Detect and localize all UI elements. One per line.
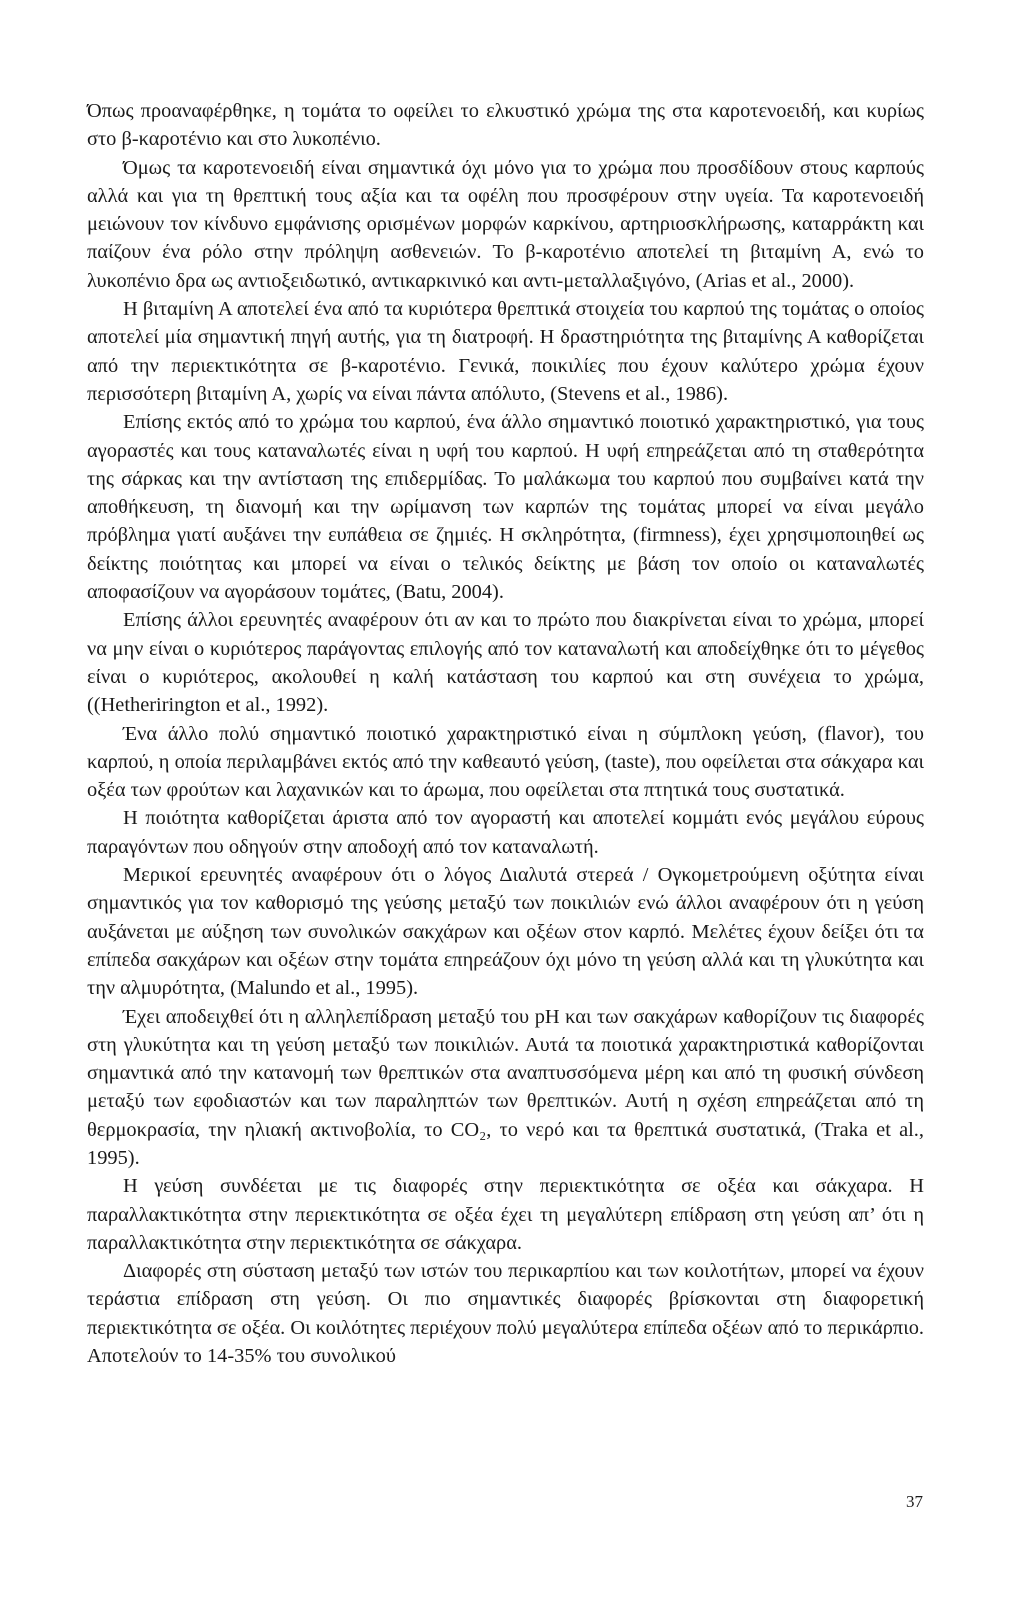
paragraph-4: Επίσης εκτός από το χρώμα του καρπού, ένα άλλο σημαντικό ποιοτικό χαρακτηριστικό, για τους αγοραστές και τους καταναλωτές είναι η υφή του καρπού. Η υφή επηρεάζεται από τη σταθερότητα της σάρκας και την αντίσταση της επιδερμίδας. Το μαλάκωμα του καρπού που συμβαίνει κατά την αποθήκευση, τη διανομή και την ωρίμανση των καρπών της τομάτας μπορεί να είναι μεγάλο πρόβλημα γιατί αυξάνει την ευπάθεια σε ζημιές. Η σκληρότητα, (firmness), έχει χρησιμοποιηθεί ως δείκτης ποιότητας και μπορεί να είναι ο τελικός δείκτης με βάση τον οποίο οι καταναλωτές αποφασίζουν να αγοράσουν τομάτες, (Batu, 2004). (87, 411, 924, 604)
paragraph-7: Η ποιότητα καθορίζεται άριστα από τον αγοραστή και αποτελεί κομμάτι ενός μεγάλου εύρους παραγόντων που οδηγούν στην αποδοχή από τον καταναλωτή. (87, 807, 924, 858)
paragraph-2: Όμως τα καροτενοειδή είναι σημαντικά όχι μόνο για το χρώμα που προσδίδουν στους καρπούς αλλά και για τη θρεπτική τους αξία και τα οφέλη που προσφέρουν στην υγεία. Τα καροτενοειδή μειώνουν τον κίνδυνο εμφάνισης ορισμένων μορφών καρκίνου, αρτηριοσκλήρωσης, καταρράκτη και παίζουν ένα ρόλο στην πρόληψη ασθενειών. Το β-καροτένιο αποτελεί τη βιταμίνη Α, ενώ το λυκοπένιο δρα ως αντιοξειδωτικό, αντικαρκινικό και αντι-μεταλλαξιγόνο, (Arias et al., 2000). (87, 156, 924, 292)
paragraph-3: Η βιταμίνη Α αποτελεί ένα από τα κυριότερα θρεπτικά στοιχεία του καρπού της τομάτας ο οποίος αποτελεί μία σημαντική πηγή αυτής, για τη διατροφή. Η δραστηριότητα της βιταμίνης Α καθορίζεται από την περιεκτικότητα σε β-καροτένιο. Γενικά, ποικιλίες που έχουν καλύτερο χρώμα έχουν περισσότερη βιταμίνη Α, χωρίς να είναι πάντα απόλυτο, (Stevens et al., 1986). (87, 298, 924, 405)
body-text (87, 97, 924, 1370)
page-number: 37 (906, 1492, 923, 1511)
paragraph-11: Διαφορές στη σύσταση μεταξύ των ιστών του περικαρπίου και των κοιλοτήτων, μπορεί να έχουν τεράστια επίδραση στη γεύση. Οι πιο σημαντικές διαφορές βρίσκονται στη διαφορετική περιεκτικότητα σε οξέα. Οι κοιλότητες περιέχουν πολύ μεγαλύτερα επίπεδα οξέων από το περικάρπιο. Αποτελούν το 14-35% του συνολικού (87, 1260, 924, 1368)
paragraph-8: Μερικοί ερευνητές αναφέρουν ότι ο λόγος Διαλυτά στερεά / Ογκομετρούμενη οξύτητα είναι σημαντικός για τον καθορισμό της γεύσης μεταξύ των ποικιλιών ενώ άλλοι αναφέρουν ότι η γεύση αυξάνεται με αύξηση των συνολικών σακχάρων και οξέων στον καρπό. Μελέτες έχουν δείξει ότι τα επίπεδα σακχάρων και οξέων στην τομάτα επηρεάζουν όχι μόνο τη γεύση αλλά και τη γλυκύτητα και την αλμυρότητα, (Malundo et al., 1995). (87, 864, 924, 1000)
paragraph-1: Όπως προαναφέρθηκε, η τομάτα το οφείλει το ελκυστικό χρώμα της στα καροτενοειδή, και κυρίως στο β-καροτένιο και στο λυκοπένιο. (87, 100, 924, 151)
paragraph-9: Έχει αποδειχθεί ότι η αλληλεπίδραση μεταξύ του pH και των σακχάρων καθορίζουν τις διαφορές στη γλυκύτητα και τη γεύση μεταξύ των ποικιλιών. Αυτά τα ποιοτικά χαρακτηριστικά καθορίζονται σημαντικά από την κατανομή των θρεπτικών στα αναπτυσσόμενα μέρη και από τη φυσική σύνδεση μεταξύ των εφοδιαστών και των παραληπτών των θρεπτικών. Αυτή η σχέση επηρεάζεται από τη θερμοκρασία, την ηλιακή ακτινοβολία, το CO₂, το νερό και τα θρεπτικά συστατικά, (Traka et al., 1995). (87, 1005, 924, 1169)
paragraph-6: Ένα άλλο πολύ σημαντικό ποιοτικό χαρακτηριστικό είναι η σύμπλοκη γεύση, (flavor), του καρπού, η οποία περιλαμβάνει εκτός από την καθεαυτό γεύση, (taste), που οφείλεται στα σάκχαρα και οξέα των φρούτων και λαχανικών και το άρωμα, που οφείλεται στα πτητικά τους συστατικά. (87, 722, 924, 802)
paragraph-5: Επίσης άλλοι ερευνητές αναφέρουν ότι αν και το πρώτο που διακρίνεται είναι το χρώμα, μπορεί να μην είναι ο κυριότερος παράγοντας επιλογής από τον καταναλωτή και αποδείχθηκε ότι το μέγεθος είναι ο κυριότερος, ακολουθεί η καλή κατάσταση του καρπού και στη συνέχεια το χρώμα, ((Hetherirington et al., 1992). (87, 609, 924, 717)
paragraph-10: Η γεύση συνδέεται με τις διαφορές στην περιεκτικότητα σε οξέα και σάκχαρα. Η παραλλακτικότητα στην περιεκτικότητα σε οξέα έχει τη μεγαλύτερη επίδραση στη γεύση απ’ ότι η παραλλακτικότητα στην περιεκτικότητα σε σάκχαρα. (87, 1175, 924, 1254)
